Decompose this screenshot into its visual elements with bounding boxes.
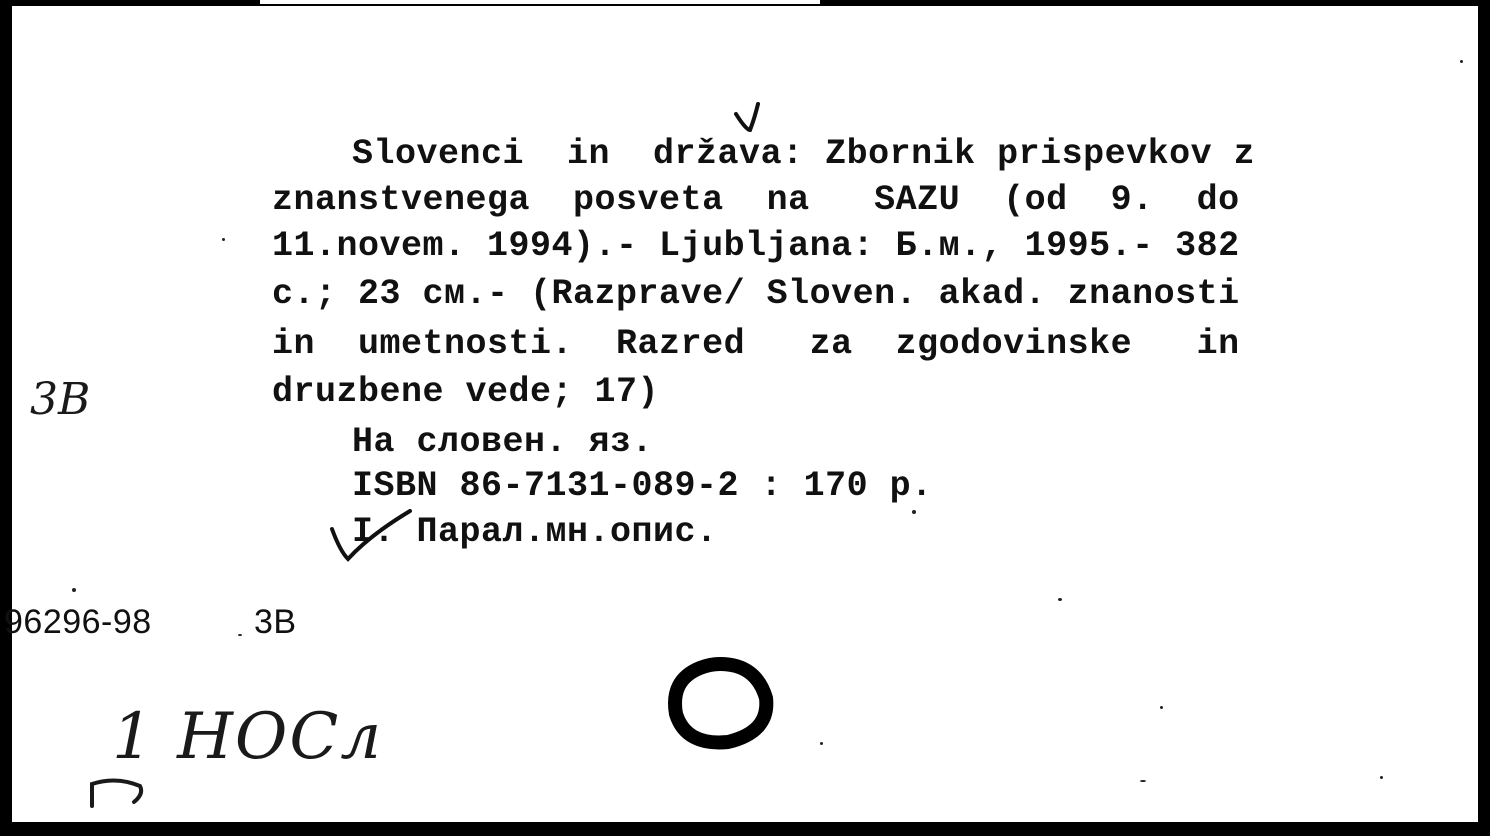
scan-speck [1460,60,1463,63]
scan-speck [72,588,76,592]
accession-number: 96296-98 [4,603,152,641]
language-note: На словен. яз. [352,422,654,462]
entry-line-3: 11.novem. 1994).- Ljubljana: Б.м., 1995.- 382 [272,226,1240,266]
scan-speck [1058,598,1062,601]
scan-speck [912,510,916,514]
entry-line-5: in umetnosti. Razred za zgodovinske in [272,324,1240,364]
check-mark-icon [326,505,416,565]
isbn-note: ISBN 86-7131-089-2 : 170 р. [352,466,933,506]
margin-code: 3B [30,374,91,425]
underline-hook-icon [86,772,156,812]
entry-line-2: znanstvenega posveta na SAZU (od 9. do [272,180,1240,220]
scan-speck [238,634,242,636]
punch-hole-icon [664,654,776,750]
scan-speck [1160,706,1163,709]
scan-speck [222,238,225,241]
entry-line-1: Slovenci in država: Zbornik prispevkov z [352,134,1256,174]
card-frame-left [0,0,12,836]
scan-speck [820,742,823,745]
card-frame-bottom [0,822,1490,836]
card-frame-right [1478,0,1490,836]
card-frame-gap [260,0,820,4]
parallel-description-note: I. Парал.мн.опис. [352,512,718,552]
accession-code: 3B [254,603,297,641]
scan-speck [1140,780,1146,782]
entry-line-4: с.; 23 см.- (Razprave/ Sloven. akad. znanosti [272,274,1240,314]
handwritten-department: 1 НОСл [112,700,384,774]
entry-line-6: druzbene vede; 17) [272,372,660,412]
scan-speck [1380,776,1383,779]
